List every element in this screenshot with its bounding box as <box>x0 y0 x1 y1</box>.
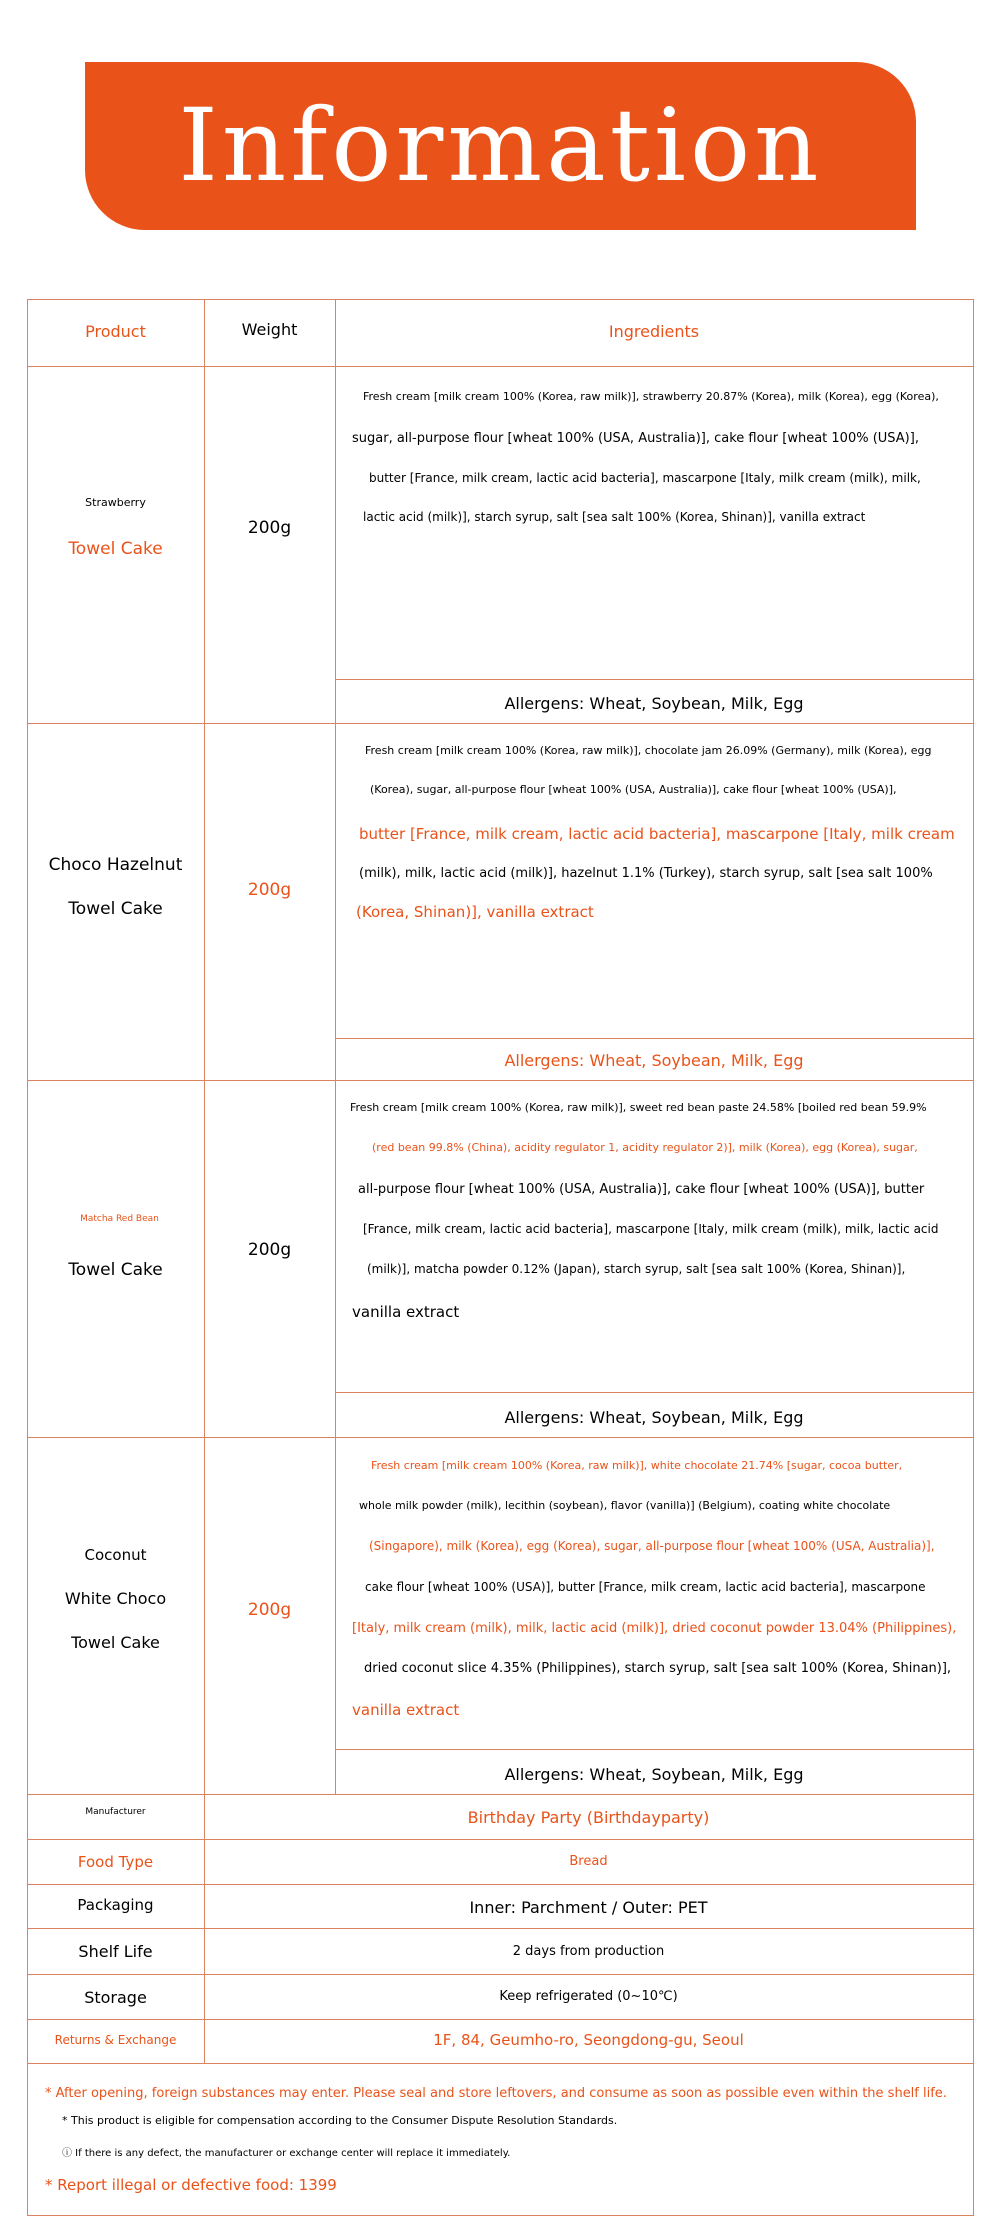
ingredients-line: [Italy, milk cream (milk), milk, lactic acid (milk)], dried coconut powder 13.04% (Philippines), <box>352 1621 957 1636</box>
note-after-opening: * After opening, foreign substances may enter. Please seal and store leftovers, and consume as soon as possible even within the shelf life. <box>45 2086 947 2101</box>
info-label: Storage <box>84 1988 147 2007</box>
row-divider <box>27 2215 974 2216</box>
ingredients-line: cake flour [wheat 100% (USA)], butter [France, milk cream, lactic acid bacteria], mascarpone <box>365 1580 926 1594</box>
product-name-line: White Choco <box>64 1589 167 1608</box>
product-weight: 200g <box>247 518 292 538</box>
row-divider <box>27 1437 974 1438</box>
ingredients-line: (Korea), sugar, all-purpose flour [wheat 100% (USA, Australia)], cake flour [wheat 100% (USA)], <box>370 783 897 796</box>
header-product: Product <box>85 322 146 341</box>
ingredients-line: (milk), milk, lactic acid (milk)], hazelnut 1.1% (Turkey), starch syrup, salt [sea salt 100% <box>359 866 933 881</box>
info-label: Packaging <box>77 1896 154 1914</box>
ingredients-line: Fresh cream [milk cream 100% (Korea, raw milk)], chocolate jam 26.09% (Germany), milk (Korea), egg <box>365 744 932 757</box>
row-divider <box>27 366 974 367</box>
product-name-line: Towel Cake <box>68 1260 163 1280</box>
info-value: Bread <box>569 1854 608 1869</box>
ingredients-line: Fresh cream [milk cream 100% (Korea, raw milk)], strawberry 20.87% (Korea), milk (Korea), egg (Korea), <box>363 390 939 403</box>
title-banner <box>85 62 916 230</box>
column-divider <box>335 299 336 1794</box>
note-compensation: * This product is eligible for compensation according to the Consumer Dispute Resolution Standards. <box>62 2114 618 2127</box>
ingredients-line: (red bean 99.8% (China), acidity regulator 1, acidity regulator 2)], milk (Korea), egg (Korea), sugar, <box>372 1141 918 1154</box>
ingredients-line: vanilla extract <box>352 1303 460 1321</box>
ingredients-line: (milk)], matcha powder 0.12% (Japan), starch syrup, salt [sea salt 100% (Korea, Shinan)], <box>367 1262 906 1276</box>
row-divider <box>27 299 974 300</box>
product-name-line: Towel Cake <box>68 899 163 919</box>
row-divider <box>27 1974 974 1975</box>
info-value: Birthday Party (Birthdayparty) <box>467 1808 710 1827</box>
ingredients-line: vanilla extract <box>352 1701 460 1719</box>
row-divider <box>27 1928 974 1929</box>
info-value: 1F, 84, Geumho-ro, Seongdong-gu, Seoul <box>433 2031 744 2049</box>
product-name-line: Choco Hazelnut <box>48 855 183 875</box>
row-divider <box>27 1080 974 1081</box>
ingredients-line: [France, milk cream, lactic acid bacteria], mascarpone [Italy, milk cream (milk), milk, lactic acid <box>363 1222 939 1236</box>
product-name-line: Coconut <box>84 1546 147 1564</box>
info-label: Shelf Life <box>78 1942 153 1961</box>
product-name-line: Matcha Red Bean <box>80 1214 159 1224</box>
ingredients-line: Fresh cream [milk cream 100% (Korea, raw milk)], white chocolate 21.74% [sugar, cocoa butter, <box>371 1459 903 1472</box>
allergens: Allergens: Wheat, Soybean, Milk, Egg <box>504 1765 804 1784</box>
ingredients-line: sugar, all-purpose flour [wheat 100% (USA, Australia)], cake flour [wheat 100% (USA)], <box>352 431 919 446</box>
header-weight: Weight <box>241 320 298 339</box>
row-divider <box>335 1749 974 1750</box>
product-name-line: Strawberry <box>85 496 146 509</box>
row-divider <box>27 2063 974 2064</box>
ingredients-line: Fresh cream [milk cream 100% (Korea, raw milk)], sweet red bean paste 24.58% [boiled red bean 59.9% <box>350 1101 927 1114</box>
row-divider <box>27 723 974 724</box>
row-divider <box>335 1392 974 1393</box>
ingredients-line: dried coconut slice 4.35% (Philippines), starch syrup, salt [sea salt 100% (Korea, Shinan)], <box>364 1661 952 1676</box>
row-divider <box>335 679 974 680</box>
row-divider <box>27 1884 974 1885</box>
ingredients-line: whole milk powder (milk), lecithin (soybean), flavor (vanilla)] (Belgium), coating white chocolate <box>359 1499 891 1512</box>
row-divider <box>27 1794 974 1795</box>
row-divider <box>27 2019 974 2020</box>
info-value: Inner: Parchment / Outer: PET <box>469 1898 708 1917</box>
product-name-line: Towel Cake <box>71 1633 160 1652</box>
ingredients-line: (Singapore), milk (Korea), egg (Korea), sugar, all-purpose flour [wheat 100% (USA, Australia)], <box>369 1539 935 1553</box>
note-report: * Report illegal or defective food: 1399 <box>45 2176 337 2194</box>
info-value: 2 days from production <box>512 1944 665 1959</box>
product-weight: 200g <box>247 880 292 900</box>
ingredients-line: butter [France, milk cream, lactic acid bacteria], mascarpone [Italy, milk cream (milk), milk, <box>369 471 921 485</box>
product-name-line: Towel Cake <box>68 539 163 559</box>
info-label: Returns & Exchange <box>54 2033 177 2047</box>
product-weight: 200g <box>247 1600 292 1620</box>
row-divider <box>27 1839 974 1840</box>
ingredients-line: lactic acid (milk)], starch syrup, salt [sea salt 100% (Korea, Shinan)], vanilla extract <box>363 510 866 524</box>
ingredients-line: all-purpose flour [wheat 100% (USA, Australia)], cake flour [wheat 100% (USA)], butter <box>358 1182 925 1197</box>
allergens: Allergens: Wheat, Soybean, Milk, Egg <box>504 1051 804 1070</box>
ingredients-line: butter [France, milk cream, lactic acid bacteria], mascarpone [Italy, milk cream <box>359 825 955 843</box>
header-ingredients: Ingredients <box>608 322 700 341</box>
allergens: Allergens: Wheat, Soybean, Milk, Egg <box>504 1408 804 1427</box>
note-defect: ⓘ If there is any defect, the manufacturer or exchange center will replace it immediately. <box>62 2148 511 2159</box>
info-label: Manufacturer <box>85 1807 146 1817</box>
info-label: Food Type <box>77 1853 154 1871</box>
info-value: Keep refrigerated (0~10℃) <box>499 1989 678 2004</box>
ingredients-line: (Korea, Shinan)], vanilla extract <box>356 903 594 921</box>
product-weight: 200g <box>247 1240 292 1260</box>
column-divider <box>204 299 205 2063</box>
page-title: Information <box>178 87 823 204</box>
row-divider <box>335 1038 974 1039</box>
allergens: Allergens: Wheat, Soybean, Milk, Egg <box>504 694 804 713</box>
